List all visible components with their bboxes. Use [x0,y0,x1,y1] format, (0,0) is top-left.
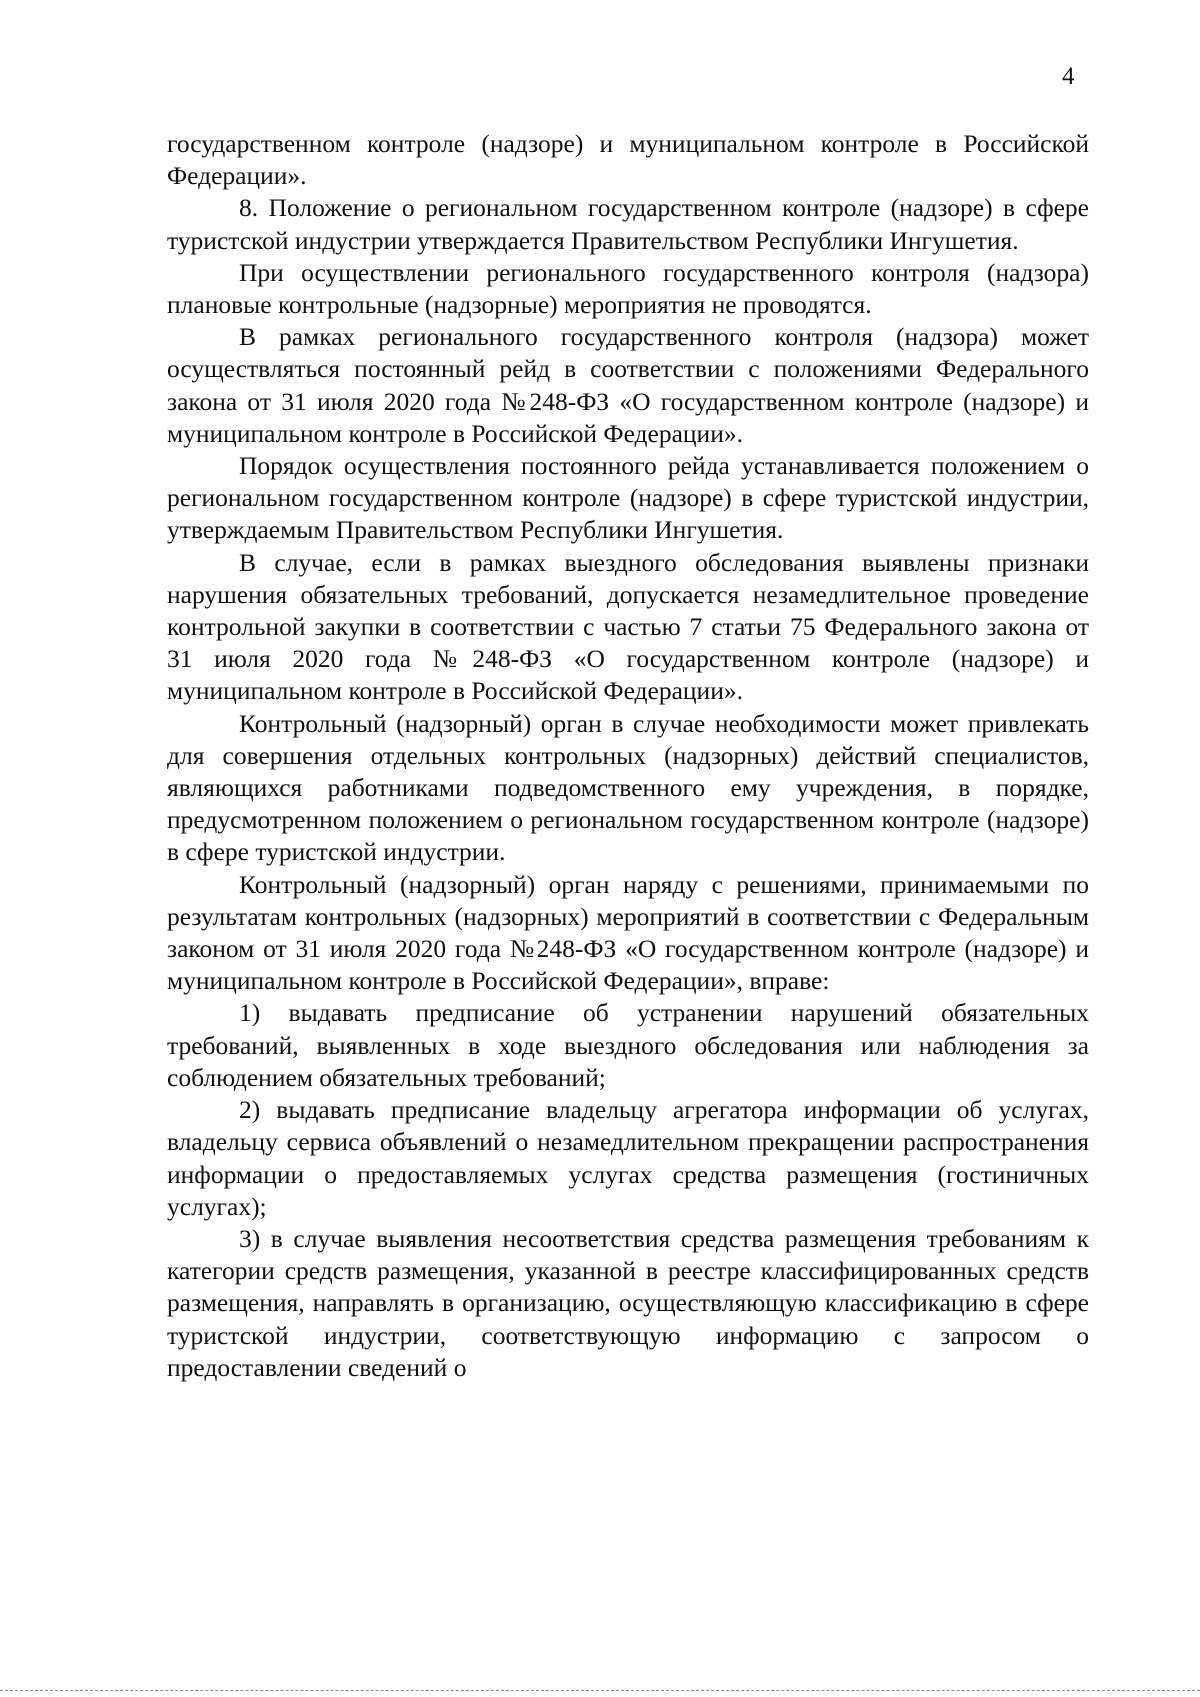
paragraph-specialists: Контрольный (надзорный) орган в случае необходимости может привлекать для совершения отдельных контрольных (надзорных) действий специалистов, являющихся работниками подведомственного ему учреждения, в порядке, предусмотренном положением о региональном государственном контроле (надзоре) в сфере туристской индустрии. [167,708,1089,867]
paragraph-authority-rights: Контрольный (надзорный) орган наряду с решениями, принимаемыми по результатам контрольных (надзорных) мероприятий в соответствии с Федеральным законом от 31 июля 2020 года №248-ФЗ «О государственном контроле (надзоре) и муниципальном контроле в Российской Федерации», вправе: [167,869,1089,996]
list-item-1: 1) выдавать предписание об устранении нарушений обязательных требований, выявленных в ходе выездного обследования или наблюдения за соблюдением обязательных требований; [167,998,1089,1092]
paragraph-planned-measures: При осуществлении регионального государственного контроля (надзора) плановые контрольные (надзорные) мероприятия не проводятся. [167,257,1089,320]
paragraph-permanent-raid: В рамках регионального государственного контроля (надзора) может осуществляться постоянный рейд в соответствии с положениями Федерального закона от 31 июля 2020 года №248-ФЗ «О государственном контроле (надзоре) и муниципальном контроле в Российской Федерации». [167,322,1089,448]
paragraph-raid-procedure: Порядок осуществления постоянного рейда устанавливается положением о региональном государственном контроле (надзоре) в сфере туристской индустрии, утверждаемым Правительством Республики Ингушетия. [167,451,1089,545]
list-item-3: 3) в случае выявления несоответствия средства размещения требованиям к категории средств размещения, указанной в реестре классифицированных средств размещения, направлять в организацию, осуществляющую классификацию в сфере туристской индустрии, соответствующую информацию с запросом о предоставлении сведений о [167,1223,1089,1382]
page-bottom-edge [0,1690,1200,1691]
list-item-2: 2) выдавать предписание владельцу агрегатора информации об услугах, владельцу сервиса объявлений о незамедлительном прекращении распространения информации о предоставляемых услугах средства размещения (гостиничных услугах); [167,1095,1089,1221]
paragraph-control-purchase: В случае, если в рамках выездного обследования выявлены признаки нарушения обязательных требований, допускается незамедлительное проведение контрольной закупки в соответствии с частью 7 статьи 75 Федерального закона от 31 июля 2020 года №248-ФЗ «О государственном контроле (надзоре) и муниципальном контроле в Российской Федерации». [167,547,1089,706]
page-number: 4 [1062,63,1075,90]
paragraph-item-8: 8. Положение о региональном государственном контроле (надзоре) в сфере туристской индустрии утверждается Правительством Республики Ингушетия. [167,193,1089,255]
paragraph-continuation: государственном контроле (надзоре) и муниципальном контроле в Российской Федерации». [167,129,1089,191]
document-body [167,128,1089,1384]
